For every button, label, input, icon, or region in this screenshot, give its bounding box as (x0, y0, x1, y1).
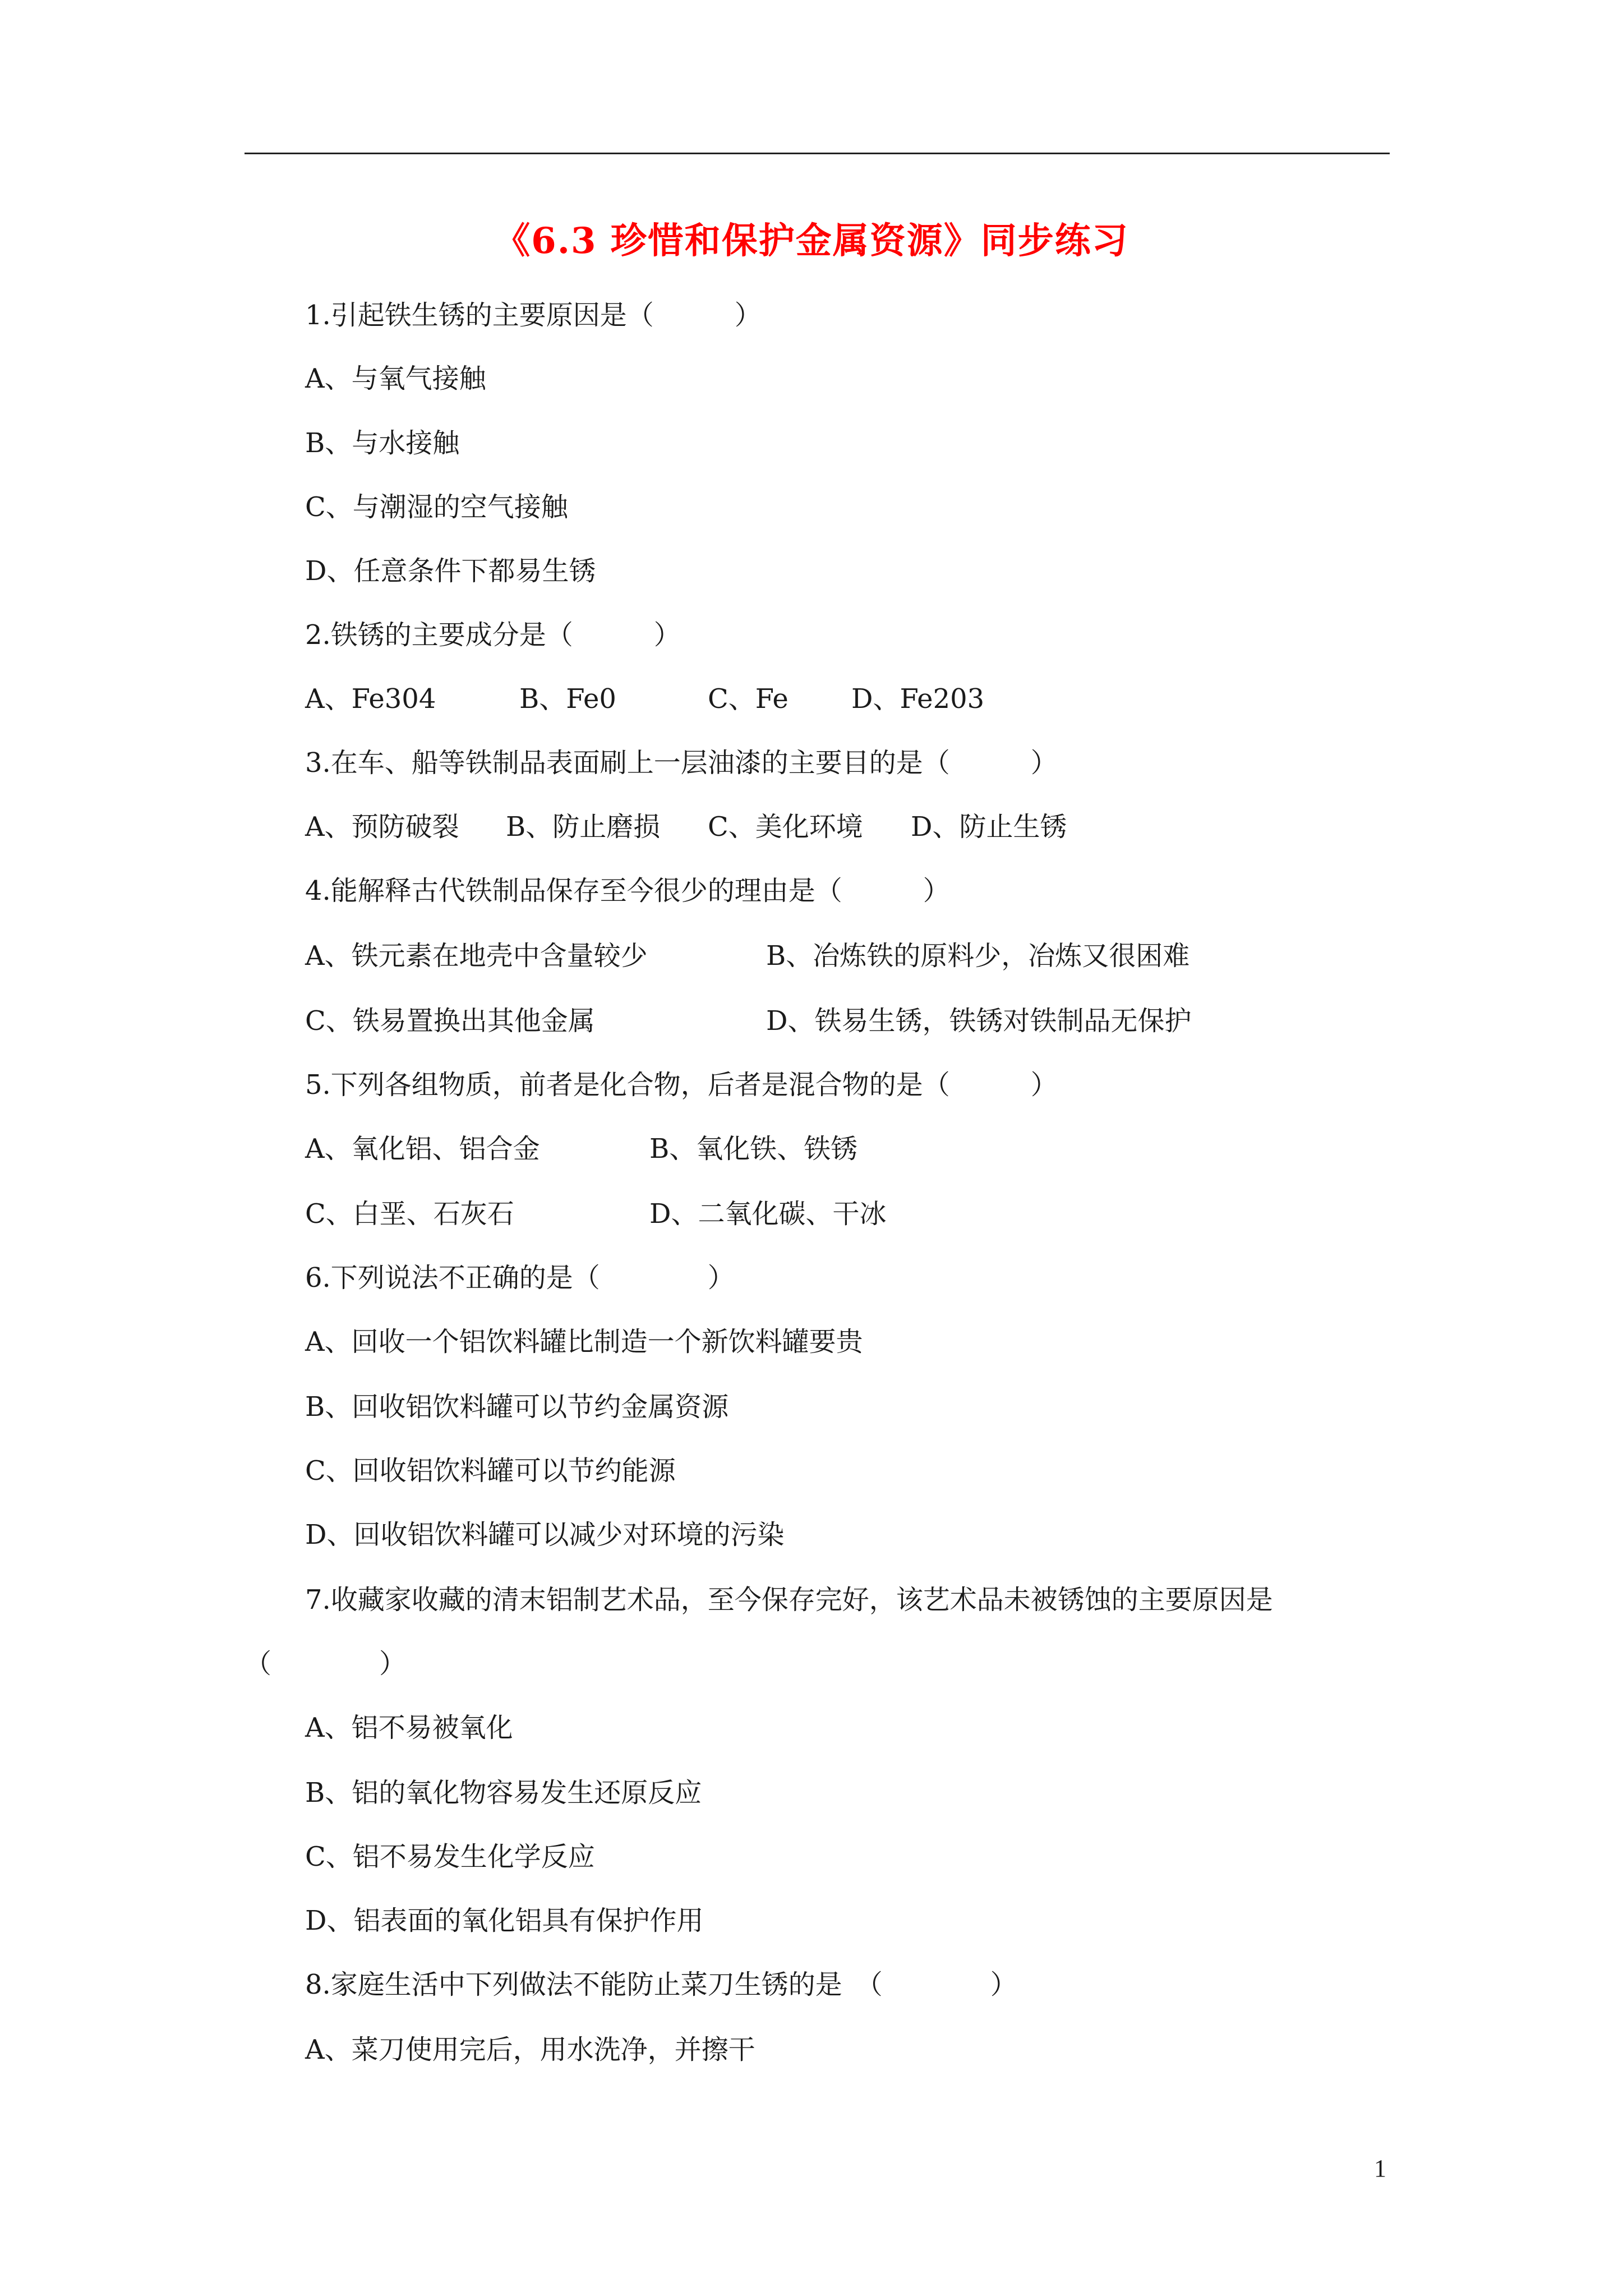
question-3-option-c: C、美化环境 (708, 811, 863, 843)
question-2-option-c: C、Fe (708, 683, 789, 715)
question-7-option-b: B、铝的氧化物容易发生还原反应 (305, 1777, 702, 1809)
question-1-option-d: D、任意条件下都易生锈 (305, 555, 596, 587)
header-rule (245, 153, 1390, 154)
question-3-option-a: A、预防破裂 (305, 811, 459, 843)
question-7-stem-continued: （ ） (245, 1648, 407, 1680)
question-4-option-b: B、冶炼铁的原料少，冶炼又很困难 (766, 940, 1190, 972)
question-5-option-c: C、白垩、石灰石 (305, 1198, 514, 1230)
question-3-option-b: B、防止磨损 (506, 811, 661, 843)
question-4-option-d: D、铁易生锈，铁锈对铁制品无保护 (766, 1005, 1192, 1037)
question-1-option-a: A、与氧气接触 (305, 363, 486, 394)
question-6-stem: 6.下列说法不正确的是（ ） (305, 1262, 735, 1294)
question-5-option-b: B、氧化铁、铁锈 (649, 1133, 858, 1165)
question-1-stem: 1.引起铁生锈的主要原因是（ ） (305, 300, 762, 331)
question-5-option-a: A、氧化铝、铝合金 (305, 1133, 540, 1165)
question-6-option-c: C、回收铝饮料罐可以节约能源 (305, 1455, 676, 1487)
question-5-stem: 5.下列各组物质，前者是化合物，后者是混合物的是（ ） (305, 1069, 1058, 1101)
question-6-option-d: D、回收铝饮料罐可以减少对环境的污染 (305, 1519, 785, 1550)
question-2-option-a: A、Fe304 (305, 683, 436, 715)
question-2-option-b: B、Fe0 (519, 683, 616, 715)
question-2-stem: 2.铁锈的主要成分是（ ） (305, 619, 681, 651)
question-7-stem: 7.收藏家收藏的清末铝制艺术品，至今保存完好，该艺术品未被锈蚀的主要原因是 (305, 1584, 1273, 1616)
question-3-option-d: D、防止生锈 (911, 811, 1067, 843)
question-4-option-a: A、铁元素在地壳中含量较少 (305, 940, 648, 972)
question-2-option-d: D、Fe203 (851, 683, 985, 715)
page-number: 1 (1374, 2155, 1386, 2182)
question-8-stem: 8.家庭生活中下列做法不能防止菜刀生锈的是 （ ） (305, 1969, 1017, 2000)
question-7-option-d: D、铝表面的氧化铝具有保护作用 (305, 1905, 704, 1936)
question-6-option-a: A、回收一个铝饮料罐比制造一个新饮料罐要贵 (305, 1326, 863, 1358)
question-5-option-d: D、二氧化碳、干冰 (649, 1198, 887, 1230)
question-8-option-a: A、菜刀使用完后，用水洗净，并擦干 (305, 2034, 755, 2065)
question-3-stem: 3.在车、船等铁制品表面刷上一层油漆的主要目的是（ ） (305, 747, 1058, 779)
question-4-stem: 4.能解释古代铁制品保存至今很少的理由是（ ） (305, 875, 950, 907)
question-4-option-c: C、铁易置换出其他金属 (305, 1005, 595, 1037)
page-title: 《6.3 珍惜和保护金属资源》同步练习 (494, 220, 1129, 262)
question-7-option-c: C、铝不易发生化学反应 (305, 1841, 595, 1872)
question-1-option-c: C、与潮湿的空气接触 (305, 491, 568, 523)
question-6-option-b: B、回收铝饮料罐可以节约金属资源 (305, 1391, 729, 1423)
question-1-option-b: B、与水接触 (305, 427, 460, 459)
question-7-option-a: A、铝不易被氧化 (305, 1712, 513, 1743)
